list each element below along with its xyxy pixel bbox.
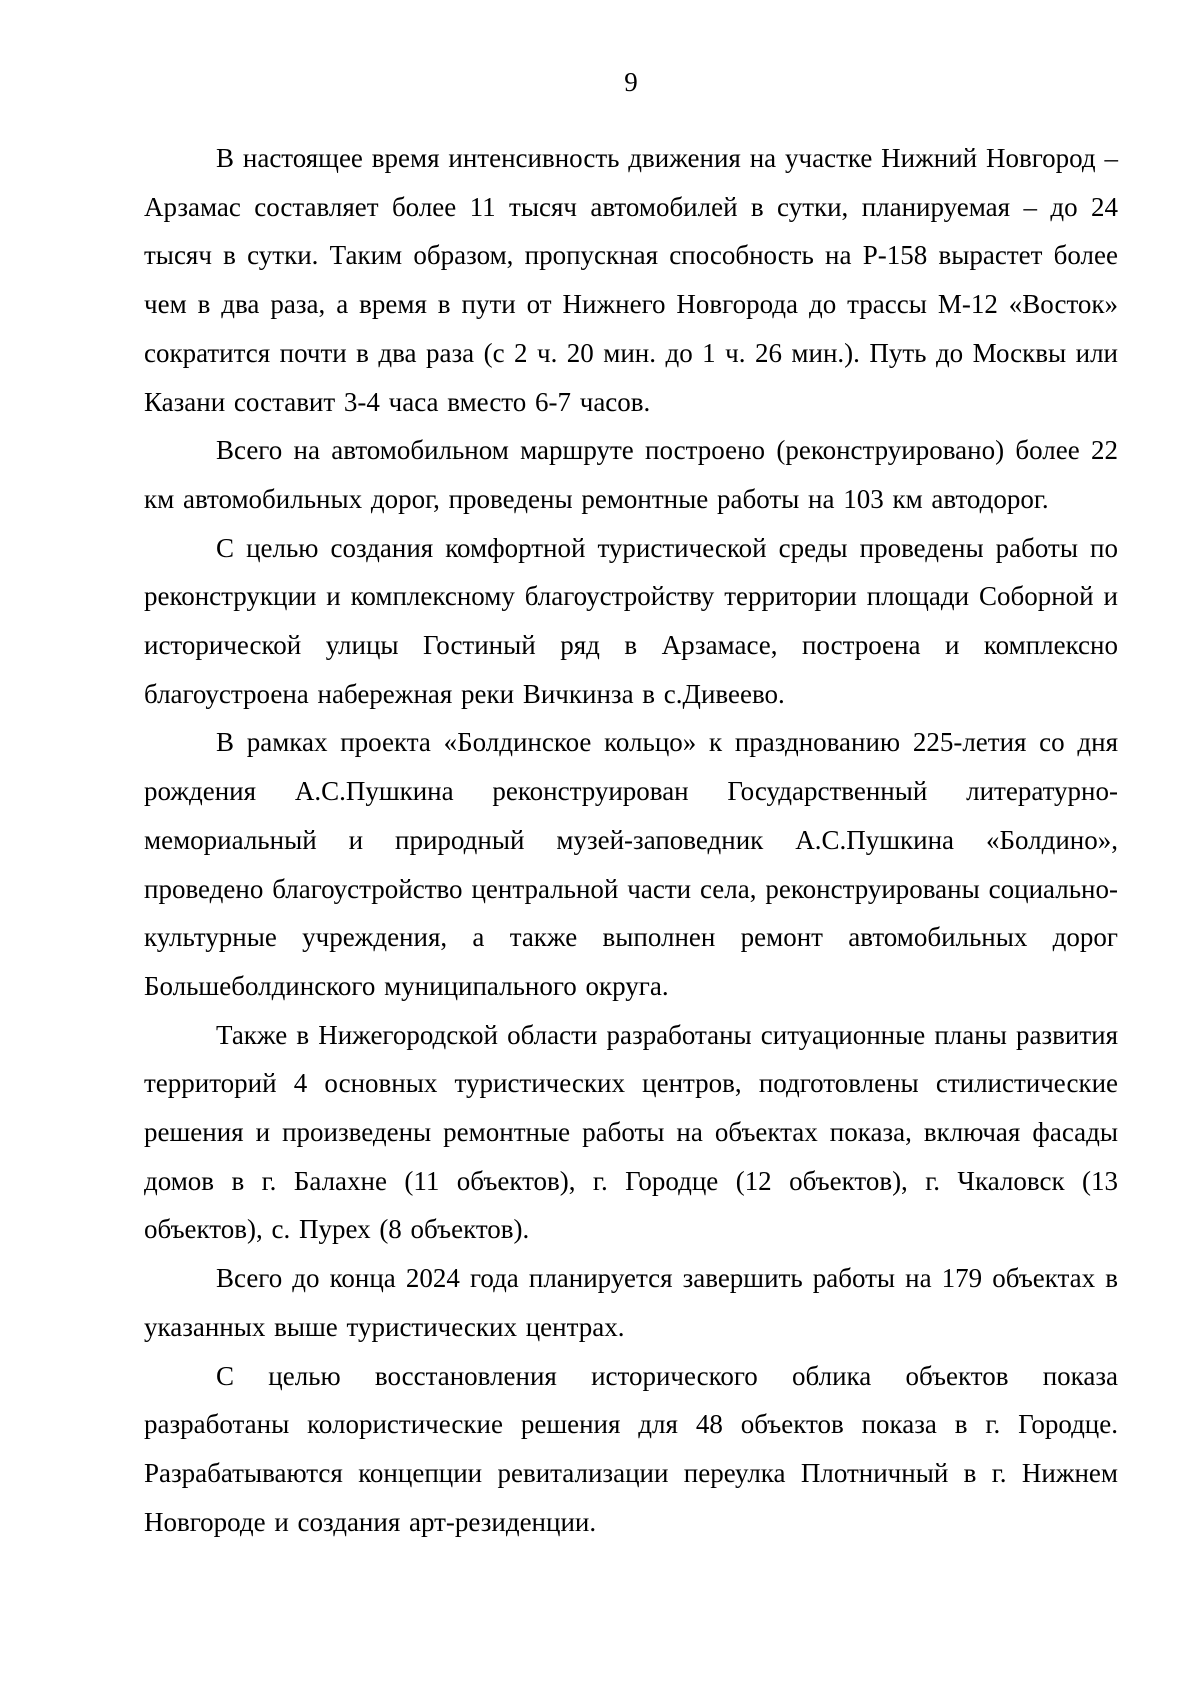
paragraph-situational-plans: Также в Нижегородской области разработаны ситуационные планы развития территорий 4 основных туристических центров, подготовлены стилистические решения и произведены ремонтные работы на объектах показа, включая фасады домов в г. Балахне (11 объектов), г. Городце (12 объектов), г. Чкаловск (13 объектов), с. Пурех (8 объектов). xyxy=(144,1019,1118,1245)
paragraph-tourist-environment: С целью создания комфортной туристической среды проведены работы по реконструкции и комплексному благоустройству территории площади Соборной и исторической улицы Гостиный ряд в Арзамасе, построена и комплексно благоустроена набережная реки Вичкинза в с.Дивеево. xyxy=(144,532,1118,709)
paragraph-historical-appearance: С целью восстановления исторического облика объектов показа разработаны колористические решения для 48 объектов показа в г. Городце. Разрабатываются концепции ревитализации переулка Плотничный в г. Нижнем Новгороде и создания арт-резиденции. xyxy=(144,1360,1118,1537)
document-body xyxy=(144,134,1118,1546)
paragraph-planned-works-2024: Всего до конца 2024 года планируется завершить работы на 179 объектах в указанных выше туристических центрах. xyxy=(144,1263,1118,1342)
paragraph-roads-built: Всего на автомобильном маршруте построено (реконструировано) более 22 км автомобильных дорог, проведены ремонтные работы на 103 км автодорог. xyxy=(144,435,1118,514)
paragraph-traffic-intensity: В настоящее время интенсивность движения на участке Нижний Новгород – Арзамас составляет более 11 тысяч автомобилей в сутки, планируемая – до 24 тысяч в сутки. Таким образом, пропускная способность на Р-158 вырастет более чем в два раза, а время в пути от Нижнего Новгорода до трассы М-12 «Восток» сократится почти в два раза (с 2 ч. 20 мин. до 1 ч. 26 мин.). Путь до Москвы или Казани составит 3-4 часа вместо 6-7 часов. xyxy=(144,143,1118,417)
page-number: 9 xyxy=(624,67,638,97)
paragraph-boldino-ring: В рамках проекта «Болдинское кольцо» к празднованию 225-летия со дня рождения А.С.Пушкина реконструирован Государственный литературно-мемориальный и природный музей-заповедник А.С.Пушкина «Болдино», проведено благоустройство центральной части села, реконструированы социально-культурные учреждения, а также выполнен ремонт автомобильных дорог Большеболдинского муниципального округа. xyxy=(144,727,1118,1001)
